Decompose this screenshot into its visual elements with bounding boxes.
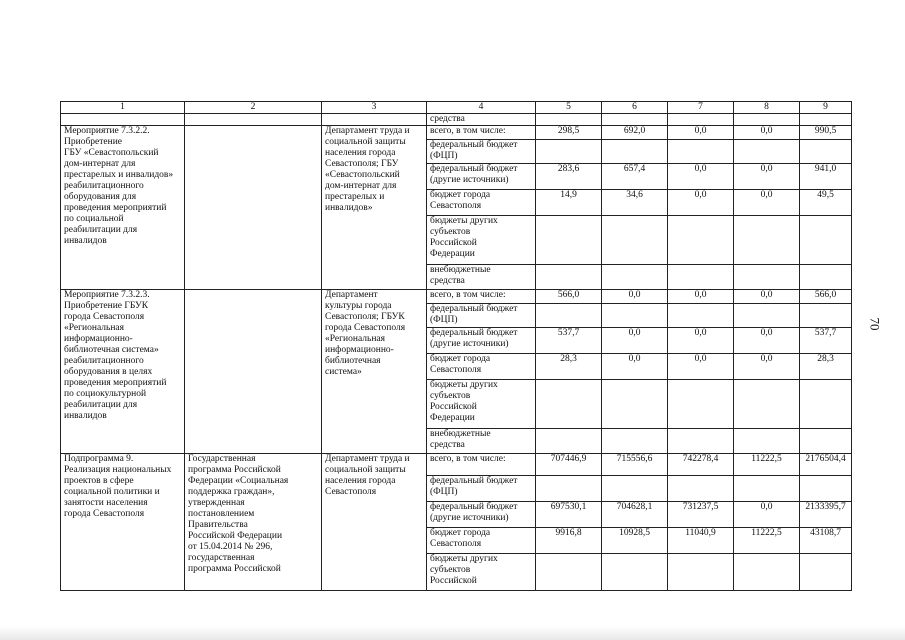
amount-cell-v9: 537,7	[800, 328, 852, 354]
amount-cell-v5	[536, 265, 602, 290]
funding-source-cell: внебюджетные средства	[427, 429, 536, 454]
amount-cell-v5	[536, 140, 602, 164]
funding-source-cell: бюджет города Севастополя	[427, 528, 536, 554]
amount-cell-v5	[536, 554, 602, 591]
amount-cell-v8	[734, 554, 800, 591]
amount-cell-v5: 707446,9	[536, 454, 602, 476]
empty-cell	[800, 114, 852, 126]
amount-cell-v6	[602, 476, 668, 502]
amount-cell-v9	[800, 429, 852, 454]
empty-cell	[734, 114, 800, 126]
amount-cell-v7: 731237,5	[668, 502, 734, 528]
executor-cell: Департамент труда и социальной защиты населения города Севастополя	[322, 454, 427, 591]
header-col-7: 7	[668, 102, 734, 114]
header-col-6: 6	[602, 102, 668, 114]
amount-cell-v8: 11222,5	[734, 528, 800, 554]
amount-cell-v8: 0,0	[734, 290, 800, 304]
amount-cell-v5: 566,0	[536, 290, 602, 304]
funding-source-cell: всего, в том числе:	[427, 454, 536, 476]
funding-source-cell: федеральный бюджет (ФЦП)	[427, 304, 536, 328]
funding-source-cell: федеральный бюджет (другие источники)	[427, 502, 536, 528]
amount-cell-v7	[668, 554, 734, 591]
amount-cell-v7: 0,0	[668, 164, 734, 190]
amount-cell-v7	[668, 380, 734, 429]
header-col-3: 3	[322, 102, 427, 114]
amount-cell-v9	[800, 554, 852, 591]
amount-cell-v8: 0,0	[734, 164, 800, 190]
amount-cell-v5	[536, 304, 602, 328]
amount-cell-v6: 692,0	[602, 126, 668, 140]
amount-cell-v8	[734, 380, 800, 429]
amount-cell-v9: 2133395,7	[800, 502, 852, 528]
amount-cell-v8: 0,0	[734, 126, 800, 140]
amount-cell-v8: 0,0	[734, 502, 800, 528]
header-col-1: 1	[61, 102, 185, 114]
activity-title-cell: Мероприятие 7.3.2.2. Приобретение ГБУ «Севастопольский дом-интернат для престарелых и инвалидов» реабилитационного оборудования для проведения мероприятий по социальной реабилитации для инвалидов	[61, 126, 185, 290]
amount-cell-v8	[734, 140, 800, 164]
amount-cell-v5	[536, 380, 602, 429]
funding-source-cell: бюджеты других субъектов Российской	[427, 554, 536, 591]
amount-cell-v9	[800, 380, 852, 429]
amount-cell-v8	[734, 429, 800, 454]
amount-cell-v8: 0,0	[734, 190, 800, 216]
funding-source-cell: всего, в том числе:	[427, 126, 536, 140]
amount-cell-v9: 49,5	[800, 190, 852, 216]
amount-cell-v8	[734, 265, 800, 290]
amount-cell-v7: 0,0	[668, 328, 734, 354]
funding-source-cell: федеральный бюджет (другие источники)	[427, 328, 536, 354]
funding-row	[61, 454, 852, 476]
amount-cell-v5: 298,5	[536, 126, 602, 140]
scan-shadow	[0, 626, 905, 640]
amount-cell-v6: 34,6	[602, 190, 668, 216]
amount-cell-v8	[734, 476, 800, 502]
funding-row	[61, 290, 852, 304]
amount-cell-v7: 0,0	[668, 126, 734, 140]
header-col-2: 2	[185, 102, 322, 114]
header-row	[61, 102, 852, 114]
amount-cell-v8	[734, 304, 800, 328]
amount-cell-v5: 14,9	[536, 190, 602, 216]
program-cell	[185, 126, 322, 290]
amount-cell-v9: 566,0	[800, 290, 852, 304]
funding-source-cell: федеральный бюджет (ФЦП)	[427, 140, 536, 164]
amount-cell-v9	[800, 140, 852, 164]
funding-source-cell: федеральный бюджет (другие источники)	[427, 164, 536, 190]
funding-source-cell: бюджет города Севастополя	[427, 354, 536, 380]
funding-row	[61, 126, 852, 140]
amount-cell-v6: 0,0	[602, 328, 668, 354]
empty-cell	[536, 114, 602, 126]
amount-cell-v6: 10928,5	[602, 528, 668, 554]
amount-cell-v7	[668, 265, 734, 290]
carryover-source-cell: средства	[427, 114, 536, 126]
program-cell: Государственная программа Российской Федерации «Социальная поддержка граждан», утвержденная постановлением Правительства Российской Федерации от 15.04.2014 № 296, государственная программа Российской	[185, 454, 322, 591]
header-col-4: 4	[427, 102, 536, 114]
amount-cell-v9: 28,3	[800, 354, 852, 380]
empty-cell	[322, 114, 427, 126]
amount-cell-v7	[668, 216, 734, 265]
page-number: 70	[867, 317, 883, 331]
amount-cell-v5: 28,3	[536, 354, 602, 380]
amount-cell-v9: 43108,7	[800, 528, 852, 554]
amount-cell-v6: 0,0	[602, 290, 668, 304]
amount-cell-v6	[602, 380, 668, 429]
funding-source-cell: бюджеты других субъектов Российской Федерации	[427, 216, 536, 265]
amount-cell-v9: 941,0	[800, 164, 852, 190]
header-col-5: 5	[536, 102, 602, 114]
amount-cell-v6: 657,4	[602, 164, 668, 190]
amount-cell-v5: 283,6	[536, 164, 602, 190]
amount-cell-v5: 537,7	[536, 328, 602, 354]
amount-cell-v5: 9916,8	[536, 528, 602, 554]
funding-table	[60, 101, 852, 591]
amount-cell-v9: 990,5	[800, 126, 852, 140]
amount-cell-v8: 0,0	[734, 354, 800, 380]
amount-cell-v5	[536, 216, 602, 265]
amount-cell-v7: 742278,4	[668, 454, 734, 476]
amount-cell-v6	[602, 429, 668, 454]
amount-cell-v6	[602, 140, 668, 164]
empty-cell	[668, 114, 734, 126]
amount-cell-v7: 11040,9	[668, 528, 734, 554]
amount-cell-v7	[668, 476, 734, 502]
amount-cell-v5: 697530,1	[536, 502, 602, 528]
amount-cell-v9: 2176504,4	[800, 454, 852, 476]
amount-cell-v8	[734, 216, 800, 265]
amount-cell-v6	[602, 216, 668, 265]
amount-cell-v6: 0,0	[602, 354, 668, 380]
amount-cell-v5	[536, 476, 602, 502]
amount-cell-v7	[668, 140, 734, 164]
amount-cell-v9	[800, 476, 852, 502]
header-col-8: 8	[734, 102, 800, 114]
amount-cell-v9	[800, 304, 852, 328]
activity-title-cell: Подпрограмма 9. Реализация национальных проектов в сфере социальной политики и занятости населения города Севастополя	[61, 454, 185, 591]
funding-source-cell: бюджет города Севастополя	[427, 190, 536, 216]
funding-source-cell: федеральный бюджет (ФЦП)	[427, 476, 536, 502]
amount-cell-v7	[668, 304, 734, 328]
program-cell	[185, 290, 322, 454]
amount-cell-v6	[602, 265, 668, 290]
funding-source-cell: всего, в том числе:	[427, 290, 536, 304]
executor-cell: Департамент культуры города Севастополя; ГБУК города Севастополя «Региональная информационно- библиотечная система»	[322, 290, 427, 454]
amount-cell-v7: 0,0	[668, 290, 734, 304]
amount-cell-v6: 704628,1	[602, 502, 668, 528]
carryover-row	[61, 114, 852, 126]
activity-title-cell: Мероприятие 7.3.2.3. Приобретение ГБУК города Севастополя «Региональная информационно- библиотечная система» реабилитационного оборудования в целях проведения мероприятий по социокультурной реабилитации для инвалидов	[61, 290, 185, 454]
funding-source-cell: внебюджетные средства	[427, 265, 536, 290]
amount-cell-v8: 11222,5	[734, 454, 800, 476]
empty-cell	[61, 114, 185, 126]
amount-cell-v5	[536, 429, 602, 454]
executor-cell: Департамент труда и социальной защиты населения города Севастополя; ГБУ «Севастопольский дом-интернат для престарелых и инвалидов»	[322, 126, 427, 290]
empty-cell	[602, 114, 668, 126]
amount-cell-v6	[602, 304, 668, 328]
amount-cell-v9	[800, 265, 852, 290]
funding-source-cell: бюджеты других субъектов Российской Федерации	[427, 380, 536, 429]
amount-cell-v9	[800, 216, 852, 265]
amount-cell-v7: 0,0	[668, 190, 734, 216]
header-col-9: 9	[800, 102, 852, 114]
empty-cell	[185, 114, 322, 126]
amount-cell-v6	[602, 554, 668, 591]
amount-cell-v7	[668, 429, 734, 454]
amount-cell-v6: 715556,6	[602, 454, 668, 476]
amount-cell-v7: 0,0	[668, 354, 734, 380]
amount-cell-v8: 0,0	[734, 328, 800, 354]
